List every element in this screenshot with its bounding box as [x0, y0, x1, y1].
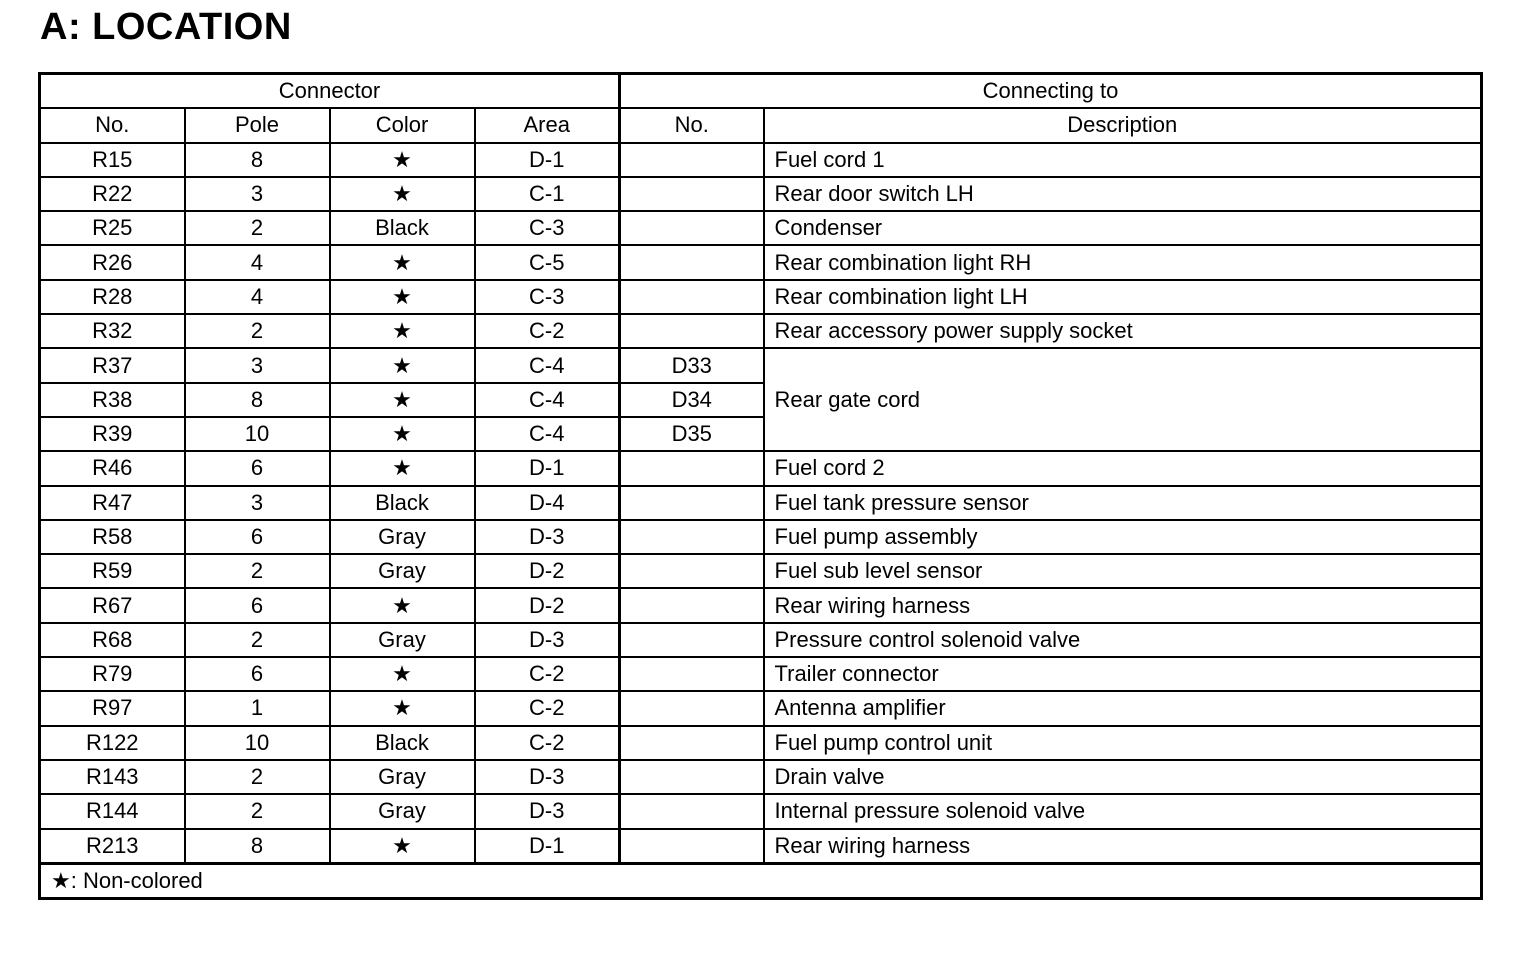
cell-connecting-no: D33 — [620, 348, 764, 382]
table-row — [40, 520, 1482, 554]
cell-connecting-no — [620, 691, 764, 725]
cell-area: D-3 — [475, 520, 620, 554]
cell-pole: 2 — [185, 760, 330, 794]
cell-connecting-no — [620, 588, 764, 622]
cell-connector-no: R213 — [40, 829, 185, 864]
cell-connecting-no — [620, 520, 764, 554]
cell-area: C-4 — [475, 417, 620, 451]
table-row — [40, 588, 1482, 622]
cell-description: Rear combination light LH — [764, 280, 1482, 314]
table-row — [40, 143, 1482, 177]
cell-area: C-2 — [475, 657, 620, 691]
cell-pole: 2 — [185, 794, 330, 828]
cell-description: Drain valve — [764, 760, 1482, 794]
cell-connecting-no: D35 — [620, 417, 764, 451]
col-header-description: Description — [764, 108, 1482, 142]
cell-description: Rear door switch LH — [764, 177, 1482, 211]
cell-color-star-icon: ★ — [330, 829, 475, 864]
cell-pole: 3 — [185, 177, 330, 211]
cell-area: C-2 — [475, 726, 620, 760]
cell-area: C-2 — [475, 691, 620, 725]
cell-connecting-no — [620, 280, 764, 314]
table-row — [40, 280, 1482, 314]
cell-description: Internal pressure solenoid valve — [764, 794, 1482, 828]
cell-color-star-icon: ★ — [330, 417, 475, 451]
cell-color: Gray — [330, 760, 475, 794]
cell-connecting-no — [620, 760, 764, 794]
cell-description: Rear wiring harness — [764, 588, 1482, 622]
cell-connecting-no — [620, 726, 764, 760]
cell-area: C-2 — [475, 314, 620, 348]
cell-pole: 6 — [185, 451, 330, 485]
header-connector: Connector — [40, 74, 620, 109]
cell-area: D-3 — [475, 794, 620, 828]
cell-color: Black — [330, 726, 475, 760]
table-row — [40, 314, 1482, 348]
cell-area: C-4 — [475, 383, 620, 417]
cell-area: C-5 — [475, 245, 620, 279]
cell-connector-no: R25 — [40, 211, 185, 245]
cell-connector-no: R67 — [40, 588, 185, 622]
cell-connector-no: R58 — [40, 520, 185, 554]
cell-pole: 8 — [185, 383, 330, 417]
cell-connecting-no — [620, 245, 764, 279]
header-connecting-to: Connecting to — [620, 74, 1482, 109]
cell-area: C-3 — [475, 280, 620, 314]
cell-color-star-icon: ★ — [330, 588, 475, 622]
cell-description: Rear combination light RH — [764, 245, 1482, 279]
cell-connector-no: R68 — [40, 623, 185, 657]
cell-color-star-icon: ★ — [330, 348, 475, 382]
cell-description: Trailer connector — [764, 657, 1482, 691]
table-row — [40, 451, 1482, 485]
cell-color: Black — [330, 486, 475, 520]
cell-connector-no: R32 — [40, 314, 185, 348]
table-row — [40, 623, 1482, 657]
cell-connecting-no — [620, 623, 764, 657]
cell-connector-no: R39 — [40, 417, 185, 451]
cell-area: D-1 — [475, 451, 620, 485]
connector-location-table — [38, 72, 1483, 900]
cell-color: Gray — [330, 794, 475, 828]
table-row — [40, 554, 1482, 588]
cell-color-star-icon: ★ — [330, 657, 475, 691]
page-title: A: LOCATION — [40, 6, 292, 48]
cell-area: D-1 — [475, 829, 620, 864]
cell-connecting-no — [620, 451, 764, 485]
cell-area: D-3 — [475, 760, 620, 794]
col-header-area: Area — [475, 108, 620, 142]
cell-pole: 2 — [185, 314, 330, 348]
table-row — [40, 794, 1482, 828]
cell-connector-no: R122 — [40, 726, 185, 760]
cell-connecting-no — [620, 829, 764, 864]
cell-connector-no: R59 — [40, 554, 185, 588]
cell-description: Fuel sub level sensor — [764, 554, 1482, 588]
cell-description: Fuel pump control unit — [764, 726, 1482, 760]
cell-connector-no: R38 — [40, 383, 185, 417]
cell-description: Rear accessory power supply socket — [764, 314, 1482, 348]
cell-connector-no: R143 — [40, 760, 185, 794]
cell-color: Gray — [330, 554, 475, 588]
cell-area: C-4 — [475, 348, 620, 382]
table-row — [40, 691, 1482, 725]
cell-pole: 2 — [185, 211, 330, 245]
cell-pole: 3 — [185, 486, 330, 520]
cell-connector-no: R97 — [40, 691, 185, 725]
cell-connecting-no — [620, 794, 764, 828]
cell-area: C-3 — [475, 211, 620, 245]
cell-area: D-2 — [475, 554, 620, 588]
cell-pole: 8 — [185, 143, 330, 177]
cell-connector-no: R144 — [40, 794, 185, 828]
cell-connector-no: R79 — [40, 657, 185, 691]
footnote-non-colored: ★: Non-colored — [40, 863, 1482, 898]
cell-color-star-icon: ★ — [330, 451, 475, 485]
group-header-row — [40, 74, 1482, 109]
cell-color-star-icon: ★ — [330, 691, 475, 725]
cell-color: Gray — [330, 520, 475, 554]
cell-description: Rear wiring harness — [764, 829, 1482, 864]
cell-pole: 1 — [185, 691, 330, 725]
cell-color-star-icon: ★ — [330, 383, 475, 417]
cell-connecting-no — [620, 486, 764, 520]
col-header-no: No. — [40, 108, 185, 142]
table-row — [40, 245, 1482, 279]
footnote-row — [40, 863, 1482, 898]
col-header-to-no: No. — [620, 108, 764, 142]
cell-description: Rear gate cord — [764, 348, 1482, 451]
cell-pole: 6 — [185, 588, 330, 622]
cell-pole: 10 — [185, 417, 330, 451]
cell-pole: 10 — [185, 726, 330, 760]
cell-connecting-no — [620, 314, 764, 348]
cell-area: D-1 — [475, 143, 620, 177]
cell-color-star-icon: ★ — [330, 314, 475, 348]
cell-connecting-no: D34 — [620, 383, 764, 417]
table-row — [40, 348, 1482, 382]
cell-pole: 6 — [185, 657, 330, 691]
cell-description: Fuel tank pressure sensor — [764, 486, 1482, 520]
table-row — [40, 486, 1482, 520]
cell-pole: 6 — [185, 520, 330, 554]
cell-pole: 4 — [185, 280, 330, 314]
cell-color-star-icon: ★ — [330, 143, 475, 177]
cell-color-star-icon: ★ — [330, 177, 475, 211]
cell-pole: 4 — [185, 245, 330, 279]
cell-connector-no: R47 — [40, 486, 185, 520]
table-row — [40, 211, 1482, 245]
cell-area: D-2 — [475, 588, 620, 622]
cell-pole: 3 — [185, 348, 330, 382]
cell-color: Black — [330, 211, 475, 245]
cell-connecting-no — [620, 211, 764, 245]
cell-connecting-no — [620, 177, 764, 211]
cell-color-star-icon: ★ — [330, 280, 475, 314]
cell-connector-no: R28 — [40, 280, 185, 314]
cell-color-star-icon: ★ — [330, 245, 475, 279]
cell-description: Fuel cord 2 — [764, 451, 1482, 485]
cell-color: Gray — [330, 623, 475, 657]
cell-connector-no: R15 — [40, 143, 185, 177]
table-row — [40, 760, 1482, 794]
cell-connector-no: R46 — [40, 451, 185, 485]
cell-area: C-1 — [475, 177, 620, 211]
cell-connector-no: R37 — [40, 348, 185, 382]
table-row — [40, 177, 1482, 211]
table-row — [40, 657, 1482, 691]
cell-description: Pressure control solenoid valve — [764, 623, 1482, 657]
cell-connecting-no — [620, 143, 764, 177]
cell-area: D-4 — [475, 486, 620, 520]
cell-description: Fuel cord 1 — [764, 143, 1482, 177]
col-header-color: Color — [330, 108, 475, 142]
cell-connecting-no — [620, 657, 764, 691]
cell-connector-no: R26 — [40, 245, 185, 279]
cell-pole: 2 — [185, 554, 330, 588]
table-row — [40, 726, 1482, 760]
cell-description: Antenna amplifier — [764, 691, 1482, 725]
table-row — [40, 829, 1482, 864]
column-header-row — [40, 108, 1482, 142]
cell-description: Fuel pump assembly — [764, 520, 1482, 554]
col-header-pole: Pole — [185, 108, 330, 142]
cell-area: D-3 — [475, 623, 620, 657]
cell-description: Condenser — [764, 211, 1482, 245]
cell-pole: 8 — [185, 829, 330, 864]
cell-pole: 2 — [185, 623, 330, 657]
cell-connector-no: R22 — [40, 177, 185, 211]
cell-connecting-no — [620, 554, 764, 588]
